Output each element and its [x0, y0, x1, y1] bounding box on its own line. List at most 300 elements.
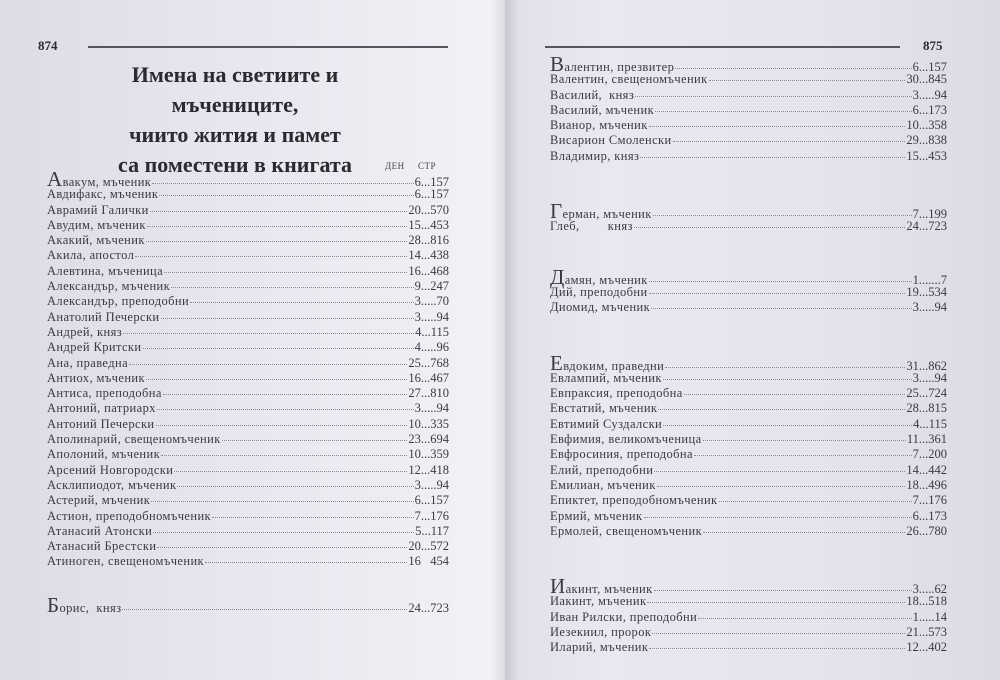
day-page-ref: 20...570	[408, 202, 449, 217]
index-entry	[47, 417, 449, 432]
entry-name-text: Евлампий, мъченик	[550, 370, 662, 385]
day-page-ref: 18...496	[906, 477, 947, 492]
entry-name-text: Евфимия, великомъченица	[550, 432, 702, 447]
day-page-ref: 3.....94	[414, 477, 449, 492]
entry-name-text: Атиноген, свещеномъченик	[47, 554, 205, 569]
dot-leader	[222, 431, 408, 441]
entry-name	[47, 294, 189, 309]
index-entry	[47, 356, 449, 371]
dot-leader	[657, 477, 906, 487]
index-entry	[47, 218, 449, 233]
dot-leader	[174, 462, 407, 472]
day-page-ref: 29...838	[906, 133, 947, 148]
letter-group	[550, 52, 947, 164]
index-entry	[47, 478, 449, 493]
entry-name	[47, 417, 155, 432]
index-entry	[47, 463, 449, 478]
entry-name	[550, 103, 654, 118]
dot-leader	[684, 385, 906, 395]
dot-leader	[647, 593, 905, 603]
entry-name	[47, 356, 128, 371]
entry-name-text: Евфросиния, преподобна	[550, 447, 693, 462]
letter-group	[550, 264, 947, 316]
dot-leader	[152, 174, 413, 184]
index-entry	[550, 640, 947, 655]
dot-leader	[171, 278, 414, 288]
entry-name-text: Иезекиил, пророк	[550, 625, 652, 640]
index-entry	[550, 447, 947, 462]
day-page-ref: 20...572	[408, 539, 449, 554]
dot-leader	[658, 400, 905, 410]
dot-leader	[190, 293, 414, 303]
dot-leader	[146, 232, 408, 242]
entry-name	[47, 539, 156, 554]
entry-name	[550, 594, 646, 609]
entry-name	[550, 300, 650, 315]
index-entry	[47, 493, 449, 508]
dot-leader	[157, 538, 407, 548]
index-entry	[550, 463, 947, 478]
index-entry	[550, 300, 947, 315]
day-page-ref: 4...115	[913, 416, 947, 431]
index-entry	[550, 524, 947, 539]
day-page-ref: 15...453	[408, 217, 449, 232]
entry-name-text: Атанасий Атонски	[47, 523, 153, 538]
entry-name-text: Атанасий Брестски	[47, 539, 157, 554]
dot-leader	[644, 508, 912, 518]
index-entry	[47, 310, 449, 325]
letter-group	[550, 199, 947, 235]
index-entry	[550, 509, 947, 524]
entry-name-text: Антиса, преподобна	[47, 386, 162, 401]
entry-name-text: Антоний Печерски	[47, 416, 155, 431]
day-page-ref: 14...438	[408, 248, 449, 263]
initial-letter: Е	[550, 350, 564, 375]
entry-name-text: Дий, преподобни	[550, 284, 648, 299]
index-entry	[47, 447, 449, 462]
letter-group	[550, 350, 947, 540]
dot-leader	[649, 272, 912, 282]
entry-name-text: Акила, апостол	[47, 248, 135, 263]
dot-leader	[652, 624, 905, 634]
index-entry	[47, 509, 449, 524]
entry-name	[47, 386, 162, 401]
initial-letter: Б	[47, 592, 60, 617]
dot-leader	[147, 217, 408, 227]
index-entry	[550, 285, 947, 300]
day-page-ref: 6...173	[912, 508, 947, 523]
day-page-ref: 3.....94	[414, 401, 449, 416]
index-entry	[47, 554, 449, 569]
entry-name-text: алентин, презвитер	[564, 60, 675, 74]
dot-leader	[164, 263, 407, 273]
day-page-ref: 12...402	[906, 640, 947, 655]
entry-name	[550, 285, 648, 300]
entry-name	[550, 386, 683, 401]
dot-leader	[161, 309, 414, 319]
dot-leader	[129, 355, 407, 365]
day-page-ref: 25...768	[408, 355, 449, 370]
entry-name	[47, 554, 204, 569]
index-entry	[47, 187, 449, 202]
day-page-ref: 3.....94	[912, 370, 947, 385]
index-entry	[550, 493, 947, 508]
day-page-ref: 3.....94	[912, 300, 947, 315]
index-entry	[47, 340, 449, 355]
entry-name	[550, 463, 653, 478]
entry-name-text: Аполоний, мъченик	[47, 447, 161, 462]
entry-name-text: Евстатий, мъченик	[550, 401, 658, 416]
entry-name	[550, 401, 657, 416]
entry-name-text: Висарион Смоленски	[550, 133, 672, 148]
index-entry	[47, 294, 449, 309]
entry-name-text: Астерий, мъченик	[47, 493, 151, 508]
index-entry	[47, 401, 449, 416]
entry-name	[47, 187, 158, 202]
entry-name-text: Вианор, мъченик	[550, 118, 648, 133]
day-page-ref: 26...780	[906, 523, 947, 538]
page-number: 875	[923, 38, 943, 53]
dot-leader	[694, 446, 912, 456]
index-entry	[550, 133, 947, 148]
day-page-ref: 11...361	[906, 432, 947, 447]
index-entry	[47, 248, 449, 263]
entry-name	[550, 88, 634, 103]
day-page-ref: 6...173	[912, 102, 947, 117]
index-entry	[550, 594, 947, 609]
dot-leader	[635, 87, 911, 97]
day-page-ref: 3.....62	[912, 582, 947, 597]
initial-letter: В	[550, 52, 565, 76]
entry-name	[47, 401, 156, 416]
index-entry	[47, 592, 449, 617]
index-list-left	[47, 167, 449, 617]
letter-group	[47, 592, 449, 617]
entry-name	[550, 149, 639, 164]
entry-name-text: Ермий, мъченик	[550, 508, 643, 523]
index-entry	[47, 167, 449, 191]
entry-name-text: Иларий, мъченик	[550, 640, 649, 655]
initial-letter: Г	[550, 199, 563, 224]
dot-leader	[161, 446, 407, 456]
dot-leader	[654, 462, 905, 472]
entry-name-text: Авудим, мъченик	[47, 217, 146, 232]
day-page-ref: 4...115	[415, 324, 449, 339]
entry-name-text: Иакинт, мъченик	[550, 594, 647, 609]
entry-name	[47, 524, 152, 539]
entry-name-text: Василий, мъченик	[550, 102, 655, 117]
day-page-ref: 12...418	[408, 462, 449, 477]
dot-leader	[640, 148, 905, 158]
day-page-ref: 1.......7	[912, 272, 947, 287]
entry-name-text: Владимир, княз	[550, 148, 640, 163]
entry-name	[550, 610, 697, 625]
entry-name-text: Аполинарий, свещеномъченик	[47, 432, 221, 447]
dot-leader	[212, 508, 414, 518]
day-page-ref: 6...157	[414, 187, 449, 202]
dot-leader	[156, 416, 408, 426]
dot-leader	[655, 102, 912, 112]
dot-leader	[157, 400, 414, 410]
entry-name	[47, 371, 145, 386]
dot-leader	[649, 639, 905, 649]
index-entry	[47, 386, 449, 401]
entry-name	[550, 72, 708, 87]
dot-leader	[649, 284, 906, 294]
entry-name-text: Ана, праведна	[47, 355, 129, 370]
entry-name	[550, 509, 643, 524]
page-number: 874	[38, 38, 58, 53]
entry-name	[47, 310, 160, 325]
index-entry	[550, 103, 947, 118]
index-entry	[550, 88, 947, 103]
entry-name	[47, 279, 170, 294]
dot-leader	[673, 132, 906, 142]
dot-leader	[177, 477, 413, 487]
entry-name	[47, 233, 145, 248]
entry-name-text: Валентин, свещеномъченик	[550, 72, 708, 87]
index-entry	[550, 264, 947, 289]
dot-leader	[663, 370, 912, 380]
day-page-ref: 16 454	[408, 554, 449, 569]
entry-name	[47, 478, 176, 493]
entry-name	[47, 509, 211, 524]
dot-leader	[703, 431, 906, 441]
entry-name-text: Евтимий Суздалски	[550, 416, 663, 431]
entry-name-text: Астион, преподобномъченик	[47, 508, 212, 523]
day-page-ref: 16...467	[408, 370, 449, 385]
dot-leader	[719, 492, 912, 502]
day-page-ref: 27...810	[408, 386, 449, 401]
dot-leader	[675, 59, 911, 69]
day-page-ref: 7...176	[414, 508, 449, 523]
entry-name-text: Ермолей, свещеномъченик	[550, 523, 703, 538]
day-page-ref: 21...573	[906, 625, 947, 640]
day-page-ref: 7...199	[912, 207, 947, 222]
index-entry	[550, 610, 947, 625]
dot-leader	[123, 324, 414, 334]
entry-name-text: Аврамий Галички	[47, 202, 149, 217]
index-entry	[550, 417, 947, 432]
entry-name-text: Емилиан, мъченик	[550, 477, 656, 492]
index-entry	[550, 625, 947, 640]
entry-name	[47, 493, 150, 508]
day-page-ref: 16...468	[408, 263, 449, 278]
dot-leader	[665, 358, 905, 368]
day-page-ref: 10...359	[408, 447, 449, 462]
dot-leader	[654, 581, 912, 591]
index-list-right	[550, 52, 947, 656]
right-page	[505, 0, 1000, 680]
letter-group	[47, 167, 449, 570]
dot-leader	[663, 416, 912, 426]
entry-name-text: Антоний, патриарх	[47, 401, 156, 416]
day-page-ref: 14...442	[906, 462, 947, 477]
entry-name-text: амян, мъченик	[564, 272, 648, 287]
dot-leader	[651, 299, 912, 309]
day-page-ref: 28...816	[408, 233, 449, 248]
index-entry	[550, 199, 947, 224]
dot-leader	[146, 370, 407, 380]
dot-leader	[205, 553, 407, 563]
dot-leader	[634, 218, 906, 228]
entry-name	[550, 432, 702, 447]
dot-leader	[153, 523, 414, 533]
day-page-ref: 10...358	[906, 118, 947, 133]
header-rule	[545, 46, 900, 48]
initial-letter: Д	[550, 264, 565, 289]
day-page-ref: 4.....96	[414, 340, 449, 355]
day-page-ref: 7...200	[912, 447, 947, 462]
index-entry	[47, 233, 449, 248]
entry-name	[47, 463, 173, 478]
index-title	[70, 60, 400, 180]
day-page-ref: 31...862	[906, 358, 947, 373]
day-page-ref: 10...335	[408, 416, 449, 431]
dot-leader	[122, 600, 407, 610]
entry-name-text: Евпраксия, преподобна	[550, 386, 683, 401]
dot-leader	[703, 523, 905, 533]
day-page-ref: 6...157	[414, 175, 449, 189]
day-page-ref: 6...157	[912, 60, 947, 74]
entry-name-text: Андрей, княз	[47, 324, 123, 339]
dot-leader	[649, 117, 906, 127]
day-page-ref: 3.....94	[414, 309, 449, 324]
entry-name-text: Андрей Критски	[47, 340, 142, 355]
day-page-ref: 5...117	[415, 523, 449, 538]
entry-name-text: Елий, преподобни	[550, 462, 654, 477]
entry-name	[47, 592, 122, 617]
day-page-ref: 23...694	[408, 432, 449, 447]
column-header-day: ДЕН	[385, 161, 405, 171]
entry-name	[550, 447, 693, 462]
entry-name-text: Василий, княз	[550, 87, 635, 102]
day-page-ref: 6...157	[414, 493, 449, 508]
entry-name	[550, 640, 648, 655]
entry-name	[550, 371, 662, 386]
dot-leader	[135, 247, 407, 257]
index-entry	[47, 203, 449, 218]
entry-name-text: акинт, мъченик	[565, 582, 653, 597]
index-entry	[47, 279, 449, 294]
entry-name-text: Александър, мъченик	[47, 279, 171, 294]
day-page-ref: 3.....94	[912, 87, 947, 102]
index-entry	[550, 149, 947, 164]
dot-leader	[698, 609, 911, 619]
entry-name	[47, 447, 160, 462]
index-entry	[550, 52, 947, 76]
entry-name-text: Епиктет, преподобномъченик	[550, 493, 718, 508]
entry-name-text: Асклипиодот, мъченик	[47, 477, 177, 492]
entry-name-text: Алевтина, мъченица	[47, 263, 164, 278]
index-entry	[550, 574, 947, 599]
entry-name	[550, 118, 648, 133]
day-page-ref: 24...723	[906, 219, 947, 234]
initial-letter: И	[550, 574, 566, 599]
title-line: чиито жития и памет	[129, 122, 341, 147]
title-line: Имена на светиите и мъчениците,	[131, 62, 339, 117]
index-entry	[47, 539, 449, 554]
entry-name-text: Антиох, мъченик	[47, 370, 145, 385]
header-rule	[88, 46, 448, 48]
index-entry	[550, 350, 947, 375]
letter-group	[550, 574, 947, 655]
entry-name-text: орис, княз	[59, 600, 122, 615]
index-entry	[550, 478, 947, 493]
index-entry	[550, 118, 947, 133]
entry-name	[550, 524, 702, 539]
entry-name-text: вакум, мъченик	[62, 175, 152, 189]
column-header-page: СТР	[418, 161, 437, 171]
entry-name-text: Акакий, мъченик	[47, 233, 145, 248]
day-page-ref: 30...845	[906, 72, 947, 87]
day-page-ref: 25...724	[906, 386, 947, 401]
entry-name	[550, 478, 656, 493]
entry-name	[550, 219, 633, 234]
day-page-ref: 28...815	[906, 401, 947, 416]
index-entry	[550, 72, 947, 87]
dot-leader	[159, 186, 413, 196]
index-entry	[47, 264, 449, 279]
index-entry	[550, 219, 947, 234]
day-page-ref: 9...247	[414, 279, 449, 294]
dot-leader	[709, 71, 906, 81]
dot-leader	[653, 206, 912, 216]
index-entry	[550, 401, 947, 416]
entry-name-text: Диомид, мъченик	[550, 300, 651, 315]
entry-name	[47, 340, 142, 355]
dot-leader	[151, 492, 413, 502]
entry-name-text: ерман, мъченик	[562, 207, 652, 222]
entry-name	[47, 264, 163, 279]
day-page-ref: 24...723	[408, 600, 449, 615]
index-entry	[550, 432, 947, 447]
index-entry	[47, 371, 449, 386]
index-entry	[550, 386, 947, 401]
entry-name-text: Анатолий Печерски	[47, 309, 160, 324]
title-line: са поместени в книгата	[118, 152, 352, 177]
entry-name-text: Авдифакс, мъченик	[47, 187, 159, 202]
entry-name	[47, 248, 134, 263]
entry-name	[550, 625, 651, 640]
initial-letter: А	[47, 167, 63, 191]
day-page-ref: 19...534	[906, 284, 947, 299]
day-page-ref: 3.....70	[414, 294, 449, 309]
dot-leader	[150, 202, 408, 212]
entry-name	[47, 325, 122, 340]
entry-name-text: Арсений Новгородски	[47, 462, 174, 477]
entry-name-text: Глеб, княз	[550, 219, 633, 234]
day-page-ref: 15...453	[906, 148, 947, 163]
entry-name-text: Иван Рилски, преподобни	[550, 609, 698, 624]
entry-name	[47, 218, 146, 233]
dot-leader	[143, 339, 414, 349]
index-entry	[550, 371, 947, 386]
entry-name	[550, 133, 672, 148]
day-page-ref: 7...176	[912, 493, 947, 508]
entry-name	[47, 203, 149, 218]
entry-name-text: вдоким, праведни	[563, 358, 665, 373]
entry-name	[550, 417, 662, 432]
entry-name	[550, 493, 718, 508]
entry-name-text: Александър, преподобни	[47, 294, 190, 309]
day-page-ref: 18...518	[906, 594, 947, 609]
dot-leader	[163, 385, 408, 395]
index-entry	[47, 524, 449, 539]
entry-name	[47, 432, 221, 447]
index-entry	[47, 432, 449, 447]
day-page-ref: 1.....14	[912, 609, 947, 624]
